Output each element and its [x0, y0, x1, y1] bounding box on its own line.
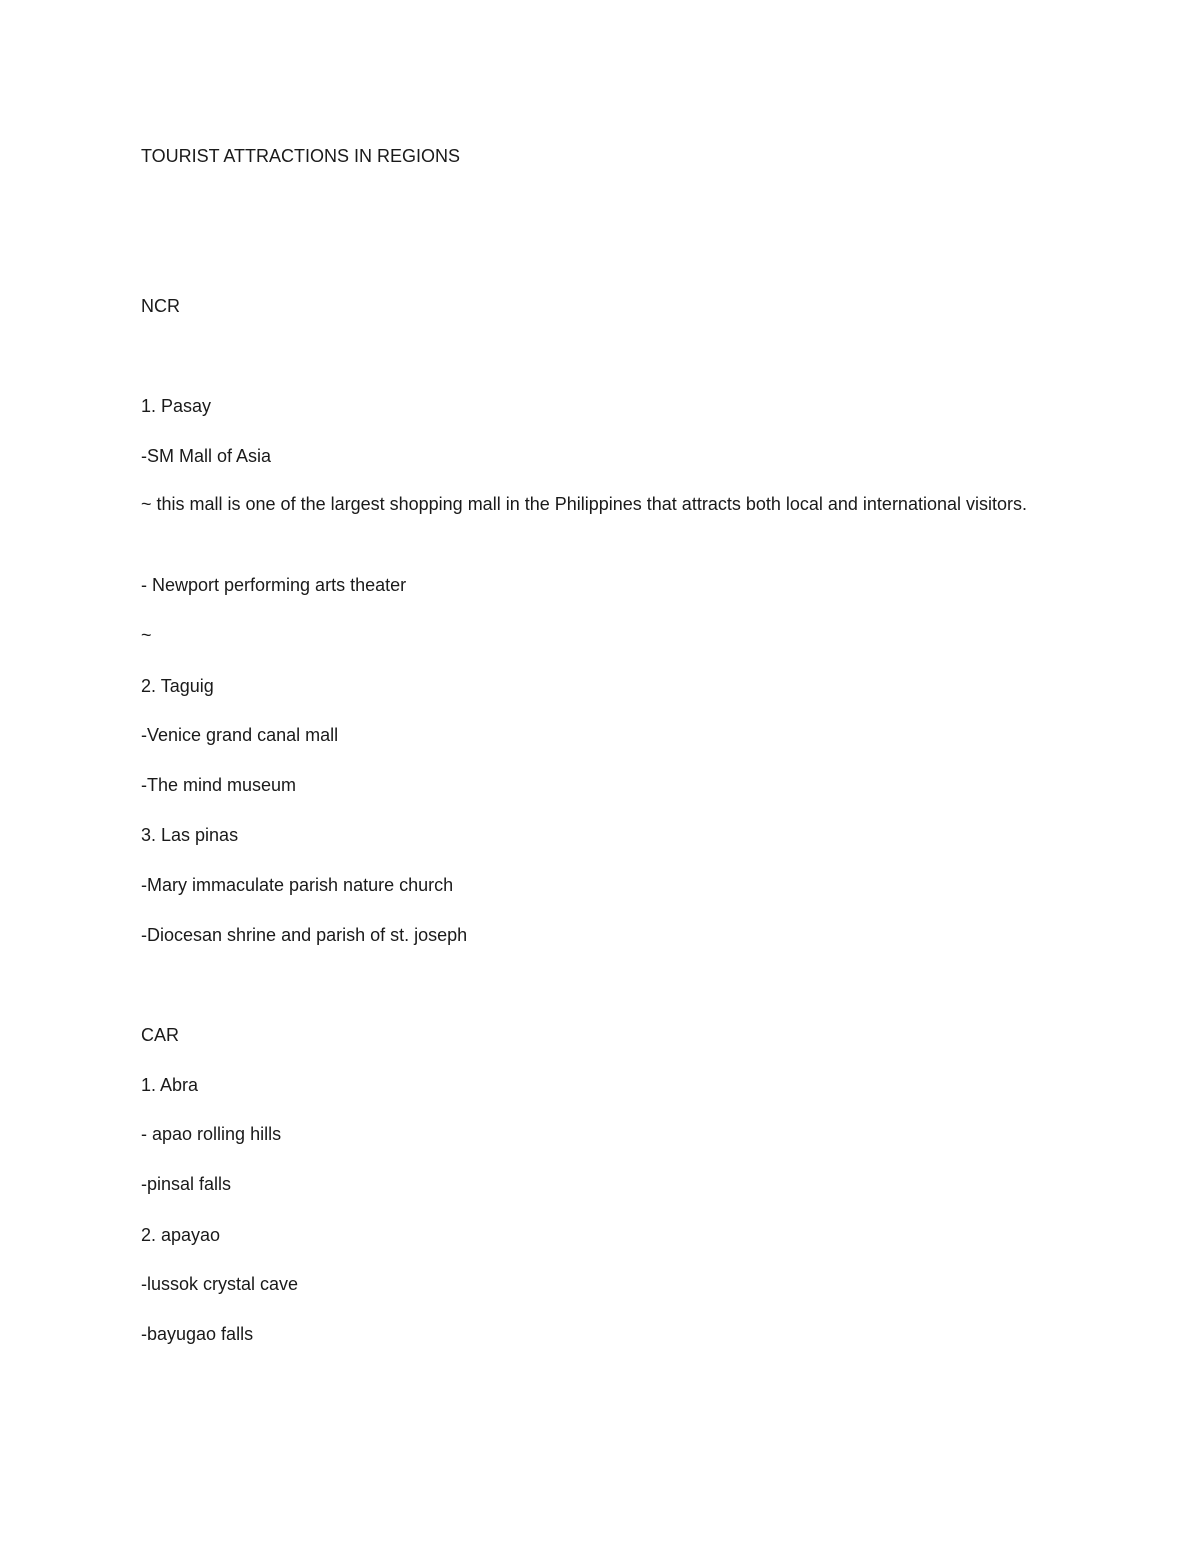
attraction-bayugao-falls: -bayugao falls — [141, 1324, 254, 1344]
province-apayao: 2. apayao — [141, 1225, 221, 1245]
attraction-venice-grand-canal: -Venice grand canal mall — [141, 725, 339, 745]
city-las-pinas: 3. Las pinas — [141, 825, 239, 845]
document-title: TOURIST ATTRACTIONS IN REGIONS — [141, 146, 461, 166]
attraction-description-sm-mall: ~ this mall is one of the largest shopping mall in the Philippines that attracts both local and international visitors. — [141, 494, 1027, 514]
attraction-mary-immaculate-church: -Mary immaculate parish nature church — [141, 875, 454, 895]
city-taguig: 2. Taguig — [141, 676, 214, 696]
city-pasay: 1. Pasay — [141, 396, 212, 416]
attraction-newport-theater: - Newport performing arts theater — [141, 575, 407, 595]
attraction-lussok-crystal-cave: -lussok crystal cave — [141, 1274, 299, 1294]
region-heading-car: CAR — [141, 1025, 180, 1045]
province-abra: 1. Abra — [141, 1075, 199, 1095]
attraction-description-newport: ~ — [141, 625, 152, 645]
attraction-pinsal-falls: -pinsal falls — [141, 1174, 232, 1194]
attraction-diocesan-shrine: -Diocesan shrine and parish of st. joseph — [141, 925, 468, 945]
attraction-mind-museum: -The mind museum — [141, 775, 297, 795]
region-heading-ncr: NCR — [141, 296, 180, 316]
attraction-sm-mall-of-asia: -SM Mall of Asia — [141, 446, 272, 466]
attraction-apao-rolling-hills: - apao rolling hills — [141, 1124, 282, 1144]
